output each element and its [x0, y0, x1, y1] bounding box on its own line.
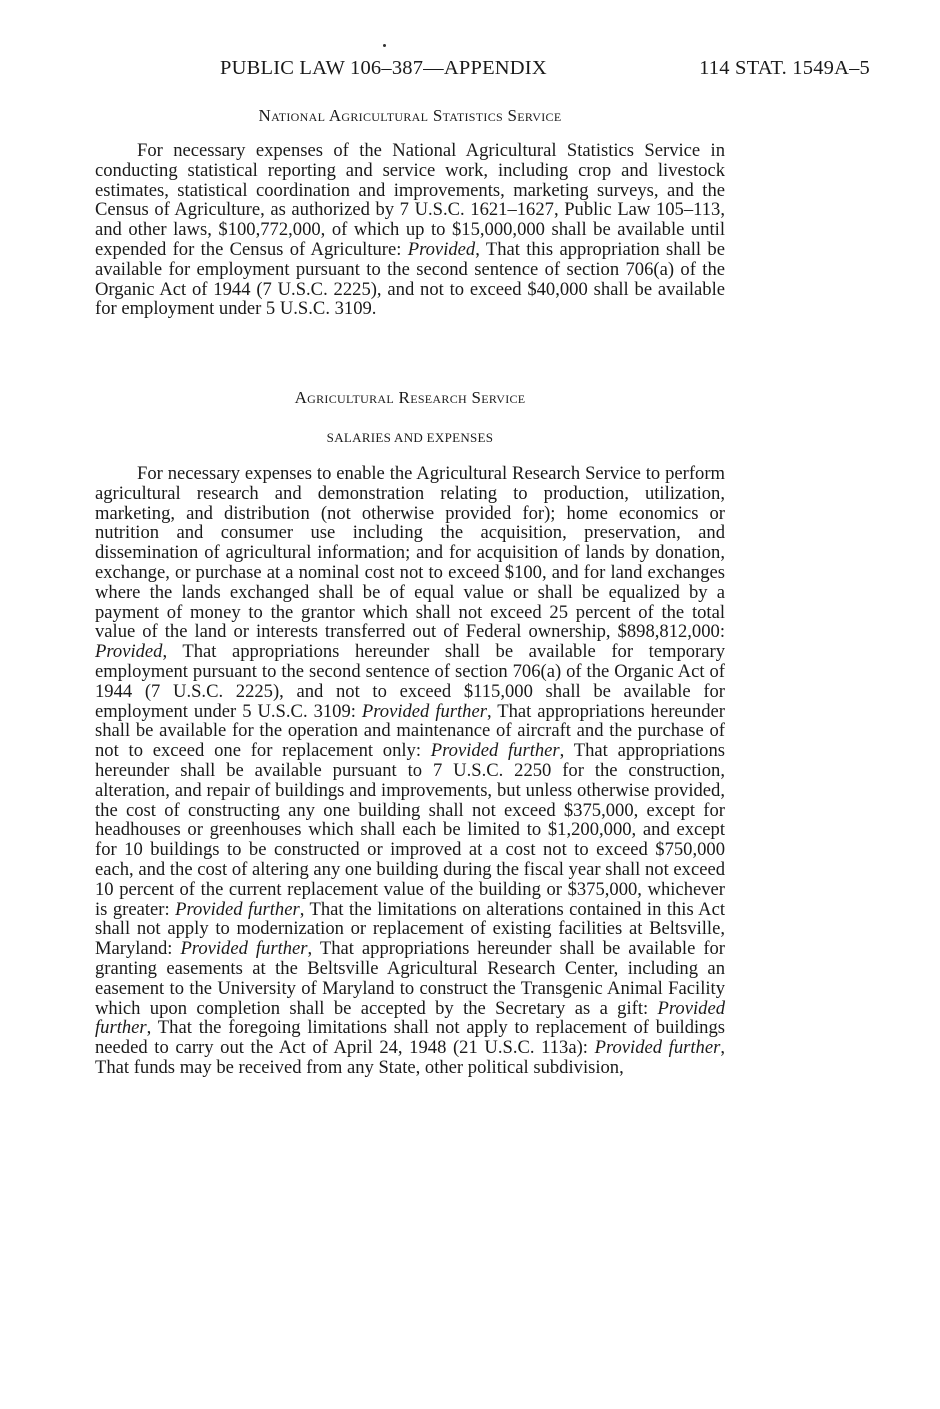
- text-run: , That appropriations hereunder shall be available pursuant to 7 U.S.C. 2250 for the construction, alteration, and repair of buildings and improvements, but unless otherwise provided, the cost of constructing any one building shall not exceed $375,000, except for headhouses or greenhouses which shall each be limited to $1,200,000, and except for 10 buildings to be constructed or improved at a cost not to exceed $750,000 each, and the cost of altering any one building during the fiscal year shall not exceed 10 percent of the current replacement value of the building or $375,000, whichever is greater:: [95, 740, 725, 920]
- scan-mark: [383, 44, 386, 47]
- running-head-title: PUBLIC LAW 106–387—APPENDIX: [220, 57, 547, 79]
- text-run: For necessary expenses to enable the Agricultural Research Service to perform agricultural research and demonstration relating to production, utilization, marketing, and distribution (not otherwise provided for); home economics or nutrition and consumer use including the acquisition, preservation, and dissemination of agricultural information; and for acquisition of lands by donation, exchange, or purchase at a nominal cost not to exceed $100, and for land exchanges where the lands exchanged shall be of equal value or shall be equalized by a payment of money to the grantor which shall not exceed 25 percent of the total value of the land or interests transferred out of Federal ownership, $898,812,000:: [95, 463, 725, 643]
- text-run: , That this appropriation shall be available for employment pursuant to the second sentence of section 706(a) of the Organic Act of 1944 (7 U.S.C. 2225), and not to exceed $40,000 shall be available for employment under 5 U.S.C. 3109.: [95, 238, 725, 320]
- proviso-italic: Provided further: [180, 938, 308, 960]
- running-head: [95, 57, 870, 87]
- proviso-italic: Provided further: [430, 740, 560, 762]
- section-heading-nass: National Agricultural Statistics Service: [258, 106, 562, 125]
- proviso-italic: Provided: [95, 641, 163, 663]
- proviso-italic: Provided: [407, 238, 476, 260]
- subsection-heading-salaries: SALARIES AND EXPENSES: [326, 430, 494, 445]
- proviso-italic: Provided further: [95, 997, 725, 1039]
- text-run: , That appropriations hereunder shall be available for the operation and maintenance of aircraft and the purchase of not to exceed one for replacement only:: [95, 700, 726, 762]
- paragraph-nass: [95, 141, 725, 319]
- text-run: For necessary expenses of the National Agricultural Statistics Service in conducting statistical reporting and service work, including crop and livestock estimates, statistical coordination and improvements, marketing surveys, and the Census of Agriculture, as authorized by 7 U.S.C. 1621–1627, Public Law 105–113, and other laws, $100,772,000, of which up to $15,000,000 shall be available until expended for the Census of Agriculture:: [95, 140, 725, 260]
- proviso-italic: Provided further: [175, 898, 300, 920]
- text-run: , That appropriations hereunder shall be available for granting easements at the Beltsville Agricultural Research Center, including an easement to the University of Maryland to construct the Transgenic Animal Facility which upon completion shall be accepted by the Secretary as a gift:: [95, 938, 726, 1019]
- proviso-italic: Provided further: [361, 700, 487, 722]
- text-run: , That the foregoing limitations shall not apply to replacement of buildings needed to carry out the Act of April 24, 1948 (21 U.S.C. 113a):: [95, 1017, 725, 1059]
- proviso-italic: Provided further: [594, 1037, 721, 1059]
- paragraph-ars: [95, 464, 725, 1078]
- text-run: , That the limitations on alterations contained in this Act shall not apply to modernization or replacement of existing facilities at Beltsville, Maryland:: [95, 898, 725, 960]
- text-run: , That funds may be received from any State, other political subdivision,: [95, 1037, 725, 1078]
- running-head-stat-page: 114 STAT. 1549A–5: [699, 57, 870, 79]
- text-run: , That appropriations hereunder shall be available for temporary employment pursuant to the second sentence of section 706(a) of the Organic Act of 1944 (7 U.S.C. 2225), and not to exceed $115,000 shall be available for employment under 5 U.S.C. 3109:: [95, 641, 725, 722]
- section-heading-ars: Agricultural Research Service: [294, 388, 526, 407]
